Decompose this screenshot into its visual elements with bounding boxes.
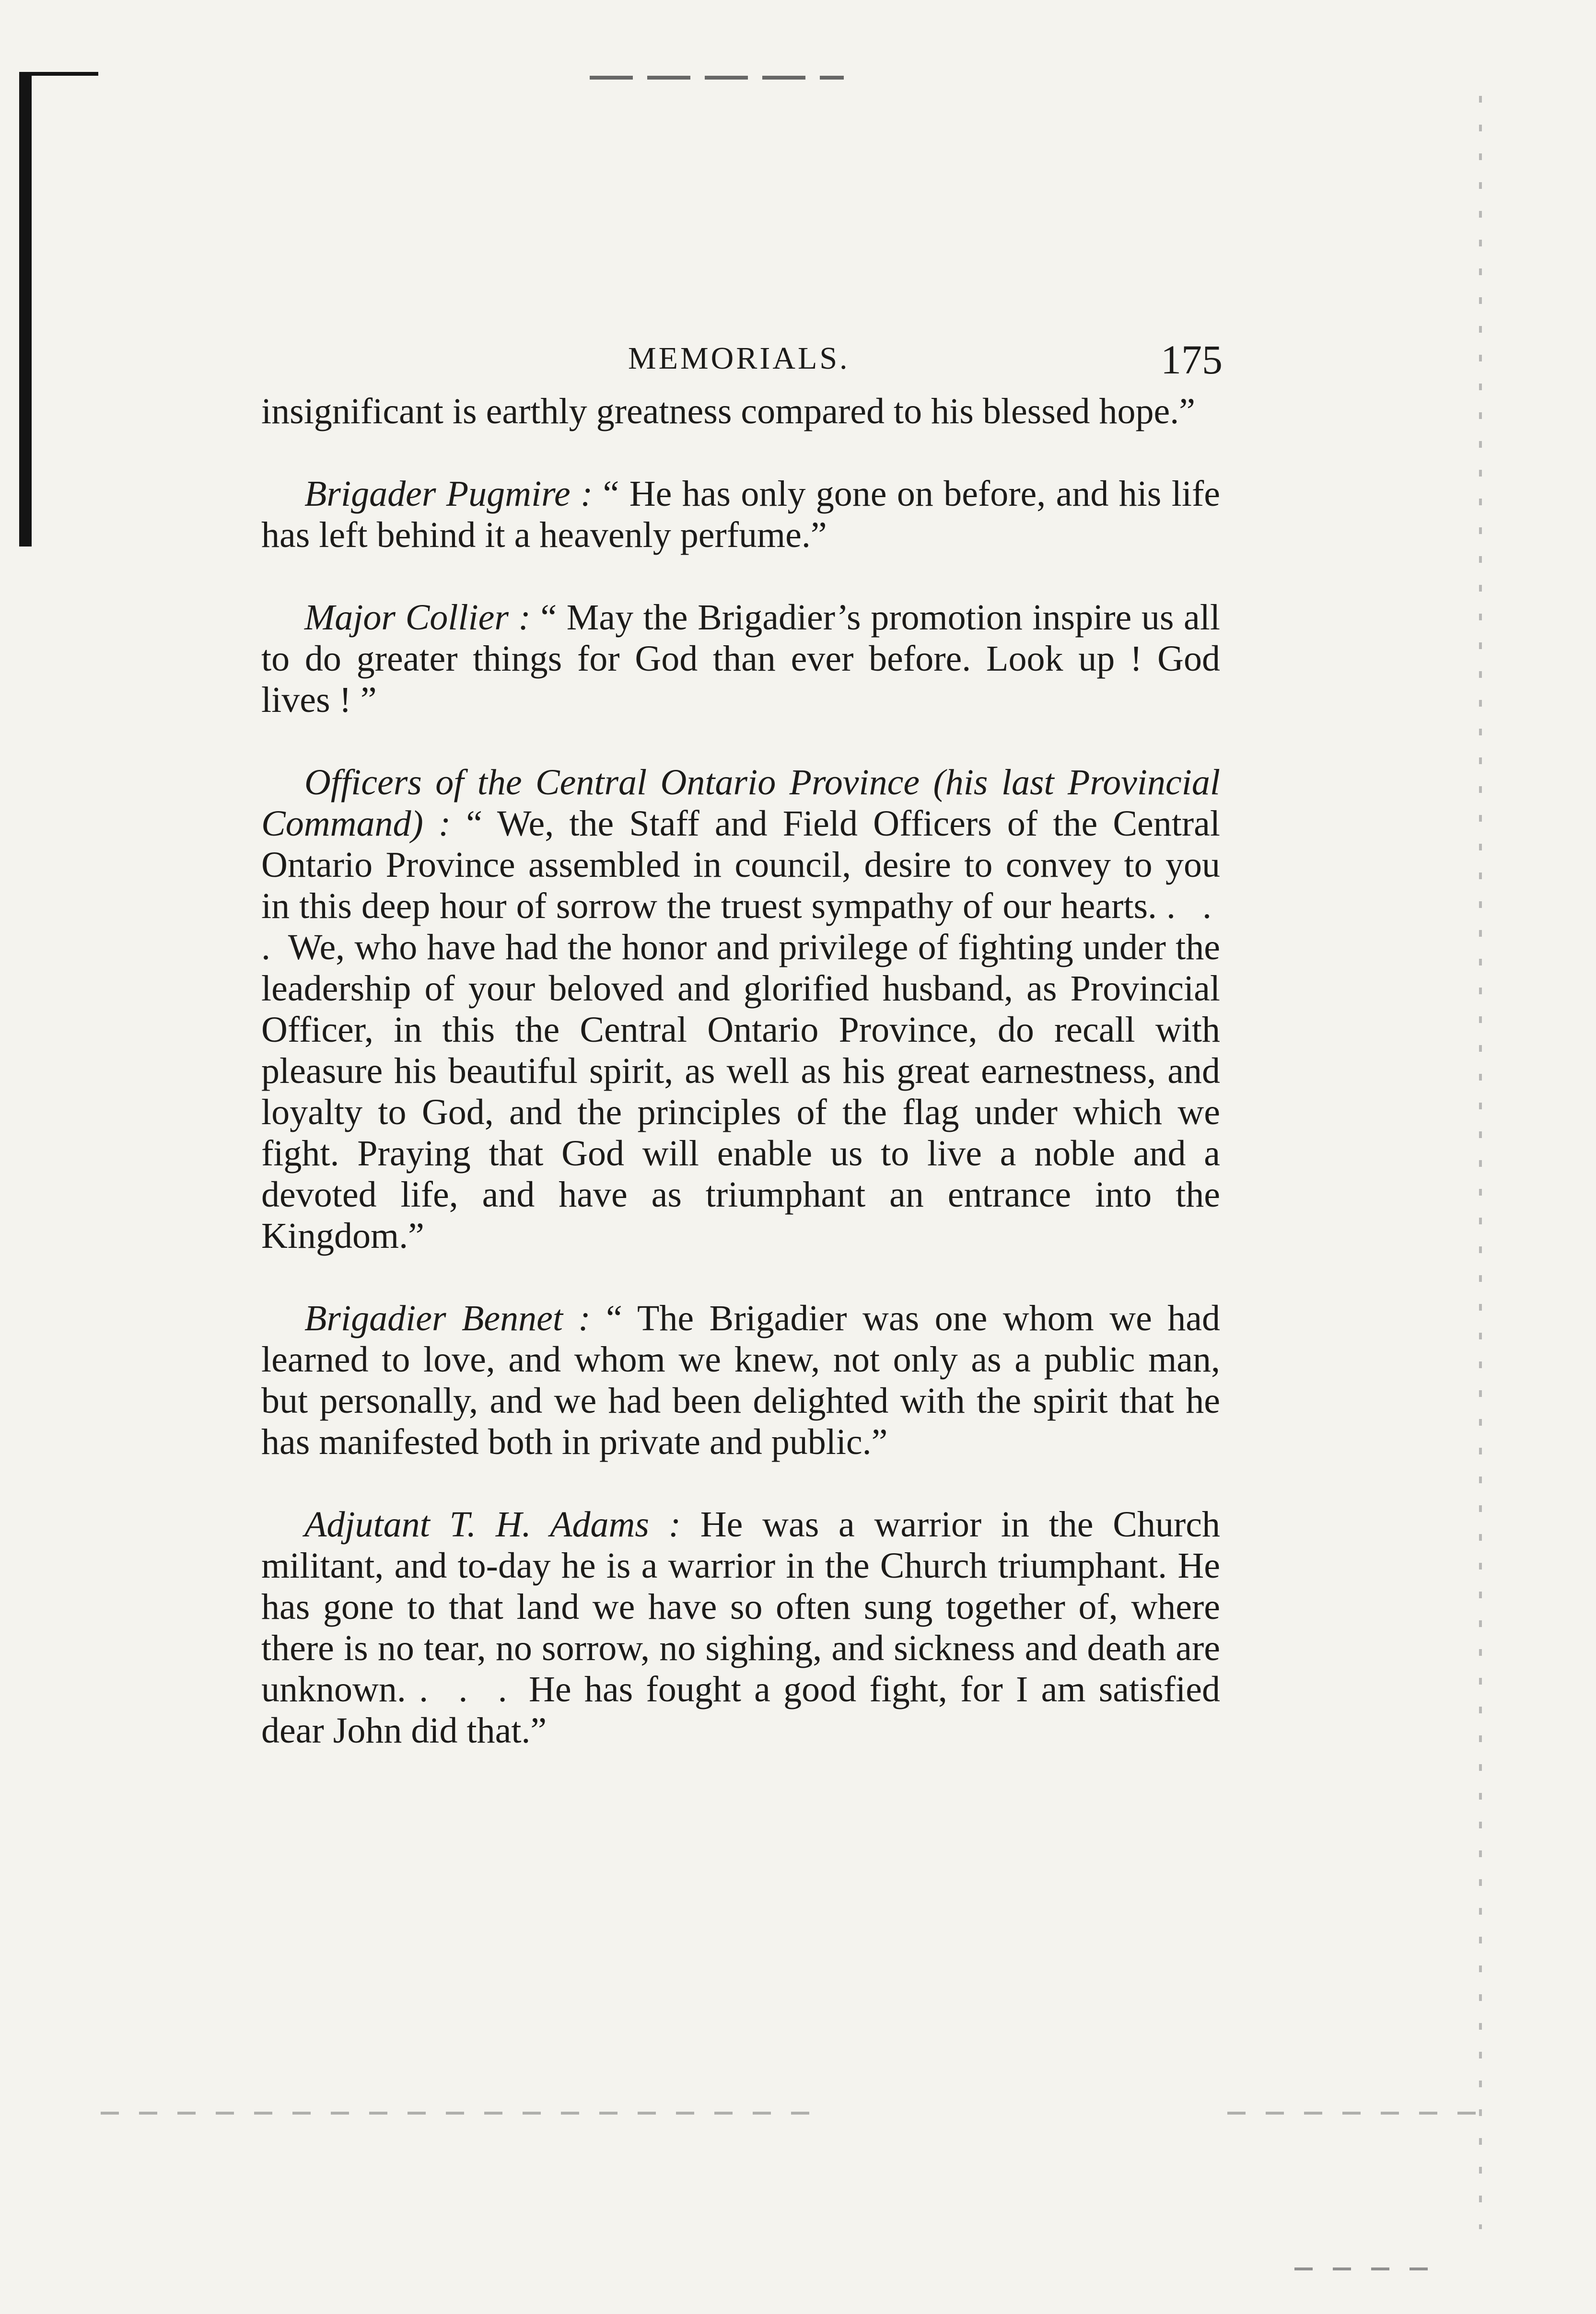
paragraph-text: “ May the Brigadier’s promotion inspire us all to do greater things for God than ever before. Look up ! God lives ! ” (261, 597, 1221, 720)
speaker-name: Brigader Pugmire : (304, 474, 593, 514)
left-page-edge-rule-top (19, 72, 98, 76)
paragraph-text: “ He has only gone on before, and his life has left behind it a heavenly perfume.” (261, 474, 1220, 555)
paragraph-text: “ The Brigadier was one whom we had learned to love, and whom we knew, not only as a public man, but personally, and we had been delighted with the spirit that he has manifested both in private and public.” (261, 1298, 1221, 1462)
scan-artifact-bottom-left (101, 2112, 820, 2115)
page-number: 175 (1161, 337, 1223, 383)
paragraph-continuation (261, 391, 1220, 432)
running-head: MEMORIALS. (628, 341, 850, 376)
paragraph-collier (261, 597, 1220, 721)
page-body (261, 391, 1220, 1792)
ellipsis: . . . (261, 886, 1220, 967)
scan-artifact-foot (1294, 2267, 1429, 2270)
scan-artifact-bottom-right (1227, 2112, 1477, 2115)
paragraph-text: He was a warrior in the Church militant, and to-day he is a warrior in the Church triumphant. He has gone to that land we have so often sung together of, where there is no tear, no sorrow, no sighing, and sickness and death are unknown. (261, 1504, 1221, 1709)
scan-edge-right (1479, 96, 1482, 2229)
speaker-name: Brigadier Bennet : (304, 1298, 591, 1338)
speaker-name: Major Collier : (304, 597, 531, 638)
paragraph-text-continued: He has fought a good fight, for I am satisfied dear John did that.” (261, 1669, 1220, 1751)
speaker-name: Adjutant T. H. Adams : (304, 1504, 681, 1545)
left-page-edge-rule (19, 72, 32, 547)
scan-smudge-top (590, 76, 844, 80)
paragraph-adams (261, 1504, 1220, 1751)
page-header (628, 336, 1223, 388)
paragraph-central-ontario-officers (261, 762, 1220, 1256)
speaker-name: Officers of the Central Ontario Province (his last Provincial Command) : (261, 762, 1220, 844)
paragraph-text: “ We, the Staff and Field Officers of the Central Ontario Province assembled in council, desire to convey to you in this deep hour of sorrow the truest sympathy of our hearts. (261, 803, 1221, 926)
paragraph-text-continued: We, who have had the honor and privilege of fighting under the leadership of your beloved and glorified husband, as Provincial Officer, in this the Central Ontario Province, do recall with pleasure his beautiful spirit, as well as his great earnestness, and loyalty to God, and the principles of the flag under which we fight. Praying that God will enable us to live a noble and a devoted life, and have as triumphant an entrance into the Kingdom.” (261, 927, 1220, 1256)
ellipsis: . . . (419, 1669, 516, 1709)
paragraph-bennet (261, 1298, 1220, 1463)
paragraph-pugmire (261, 473, 1220, 556)
paragraph-text: insignificant is earthly greatness compared to his blessed hope.” (261, 391, 1196, 431)
